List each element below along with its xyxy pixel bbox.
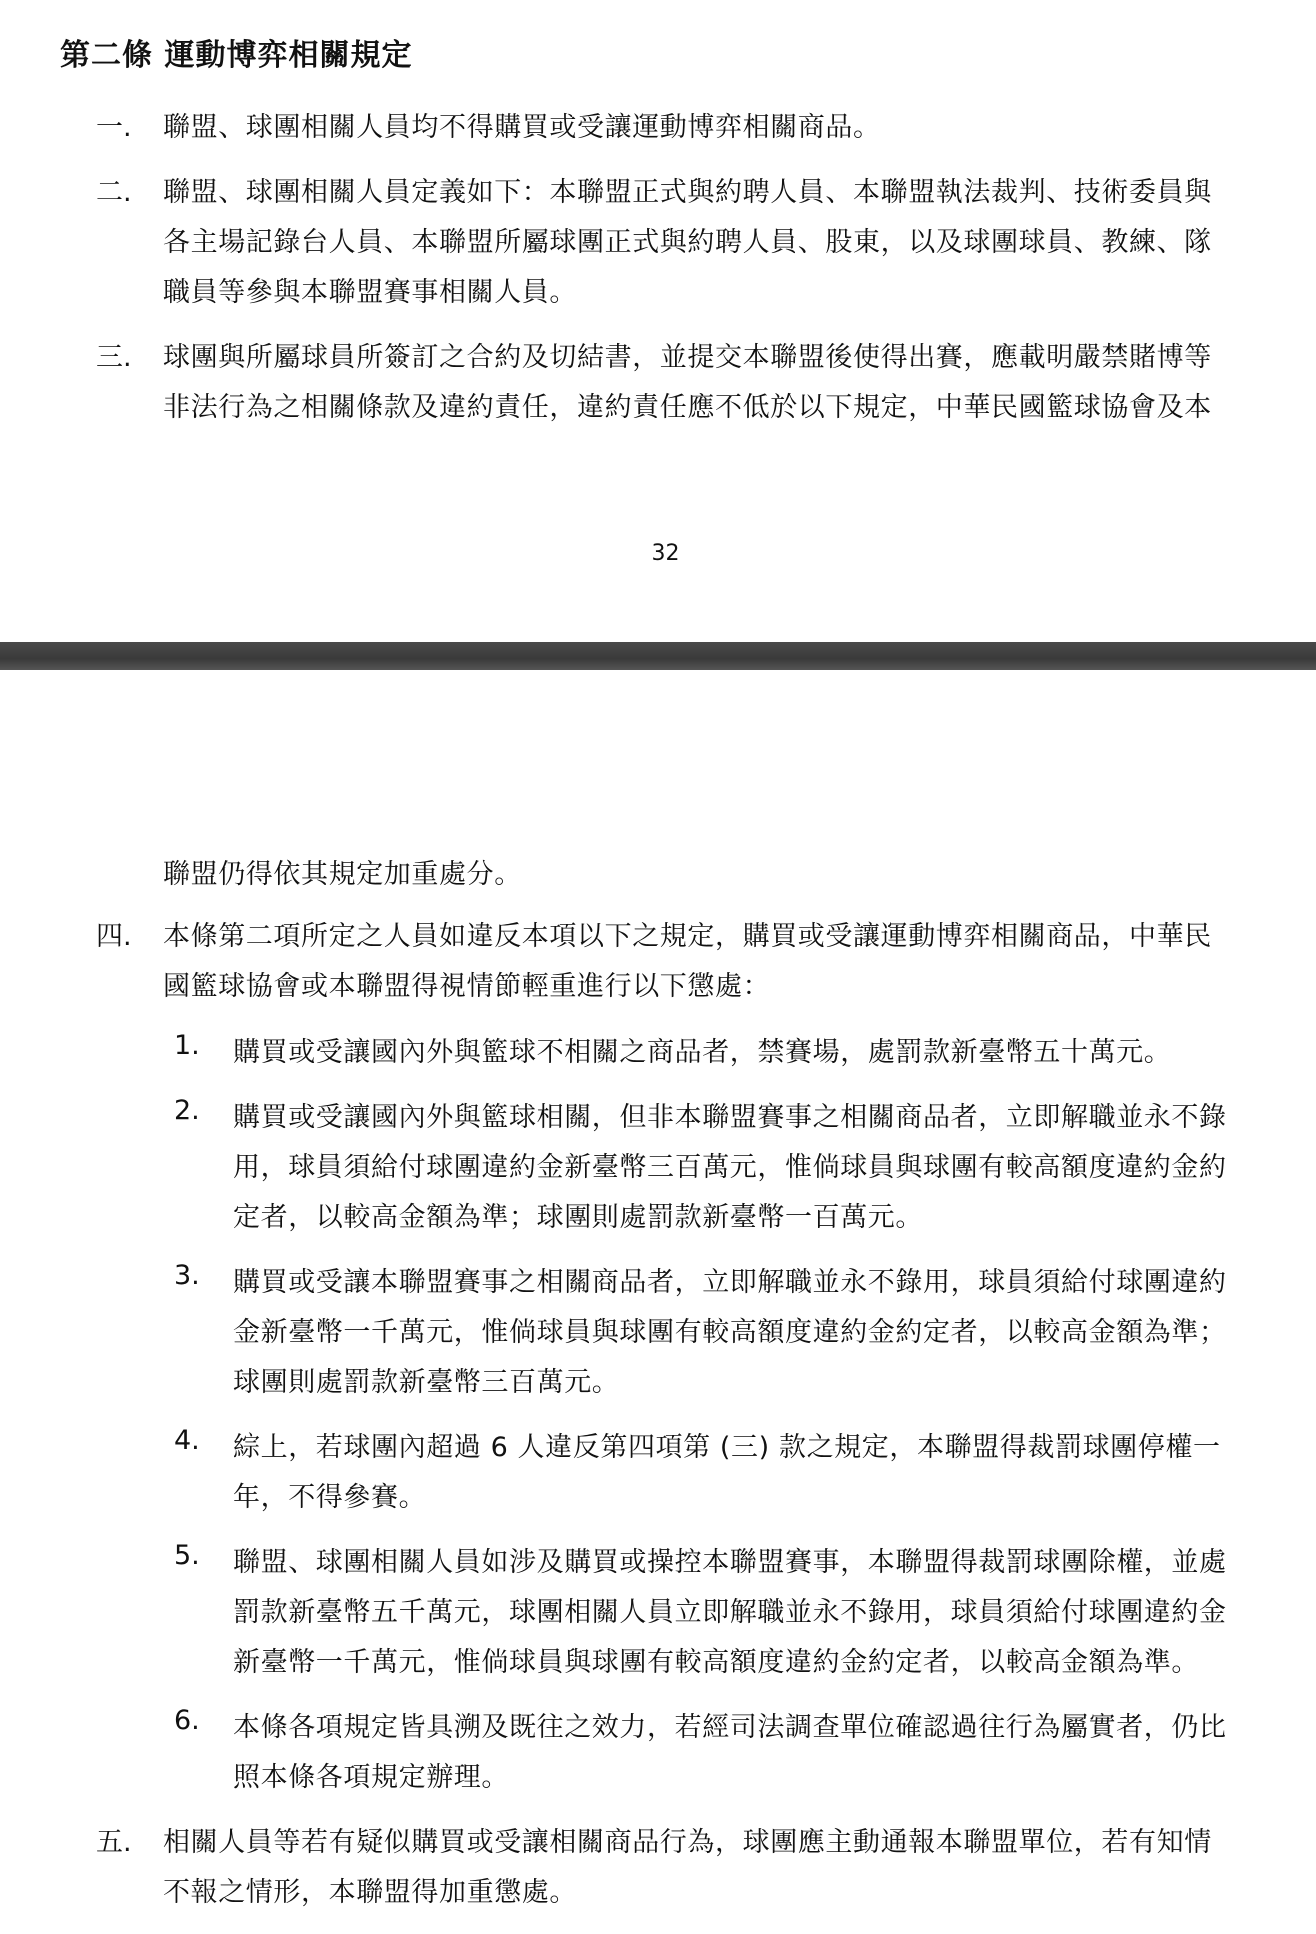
sub-item-marker: 3. bbox=[174, 1260, 200, 1291]
item-text-line: 各主場記錄台人員、本聯盟所屬球團正式與約聘人員、股東，以及球團球員、教練、隊 bbox=[163, 227, 1212, 258]
sub-item-text-line: 照本條各項規定辦理。 bbox=[233, 1762, 509, 1793]
sub-item-text-line: 購買或受讓國內外與籃球相關，但非本聯盟賽事之相關商品者，立即解職並永不錄 bbox=[233, 1102, 1227, 1133]
continuation-line: 聯盟仍得依其規定加重處分。 bbox=[163, 859, 522, 890]
sub-item-marker: 4. bbox=[174, 1425, 200, 1456]
item-text-line: 球團與所屬球員所簽訂之合約及切結書，並提交本聯盟後使得出賽，應載明嚴禁賭博等 bbox=[163, 342, 1212, 373]
item-text-line: 相關人員等若有疑似購買或受讓相關商品行為，球團應主動通報本聯盟單位，若有知情 bbox=[163, 1827, 1212, 1858]
sub-item-marker: 2. bbox=[174, 1095, 200, 1126]
sub-item-text-line: 金新臺幣一千萬元，惟倘球員與球團有較高額度違約金約定者，以較高金額為準； bbox=[233, 1317, 1227, 1348]
page-number: 32 bbox=[651, 541, 680, 566]
page-bottom bbox=[0, 670, 1316, 1934]
sub-item-text-line: 球團則處罰款新臺幣三百萬元。 bbox=[233, 1367, 620, 1398]
item-text-line: 不報之情形，本聯盟得加重懲處。 bbox=[163, 1877, 577, 1908]
item-marker: 五. bbox=[96, 1827, 132, 1858]
sub-item-text-line: 購買或受讓國內外與籃球不相關之商品者，禁賽場，處罰款新臺幣五十萬元。 bbox=[233, 1037, 1172, 1068]
item-marker: 四. bbox=[96, 921, 132, 952]
item-text-line: 本條第二項所定之人員如違反本項以下之規定，購買或受讓運動博弈相關商品，中華民 bbox=[163, 921, 1212, 952]
item-marker: 一. bbox=[96, 112, 132, 143]
sub-item-text-line: 聯盟、球團相關人員如涉及購買或操控本聯盟賽事，本聯盟得裁罰球團除權，並處 bbox=[233, 1547, 1227, 1578]
sub-item-text-line: 新臺幣一千萬元，惟倘球員與球團有較高額度違約金約定者，以較高金額為準。 bbox=[233, 1647, 1199, 1678]
item-text-line: 聯盟、球團相關人員定義如下：本聯盟正式與約聘人員、本聯盟執法裁判、技術委員與 bbox=[163, 177, 1212, 208]
sub-item-text-line: 年，不得參賽。 bbox=[233, 1482, 427, 1513]
item-marker: 三. bbox=[96, 342, 132, 373]
item-text-line: 國籃球協會或本聯盟得視情節輕重進行以下懲處： bbox=[163, 971, 771, 1002]
item-text-line: 職員等參與本聯盟賽事相關人員。 bbox=[163, 277, 577, 308]
page-top bbox=[0, 0, 1316, 642]
item-text-line: 聯盟、球團相關人員均不得購買或受讓運動博弈相關商品。 bbox=[163, 112, 881, 143]
sub-item-marker: 5. bbox=[174, 1540, 200, 1571]
sub-item-text-line: 綜上，若球團內超過 6 人違反第四項第 (三) 款之規定，本聯盟得裁罰球團停權一 bbox=[233, 1432, 1221, 1463]
sub-item-marker: 1. bbox=[174, 1030, 200, 1061]
sub-item-marker: 6. bbox=[174, 1705, 200, 1736]
item-marker: 二. bbox=[96, 177, 132, 208]
sub-item-text-line: 購買或受讓本聯盟賽事之相關商品者，立即解職並永不錄用，球員須給付球團違約 bbox=[233, 1267, 1227, 1298]
sub-item-text-line: 罰款新臺幣五千萬元，球團相關人員立即解職並永不錄用，球員須給付球團違約金 bbox=[233, 1597, 1227, 1628]
page-separator bbox=[0, 642, 1316, 670]
sub-item-text-line: 本條各項規定皆具溯及既往之效力，若經司法調查單位確認過往行為屬實者，仍比 bbox=[233, 1712, 1227, 1743]
sub-item-text-line: 定者，以較高金額為準；球團則處罰款新臺幣一百萬元。 bbox=[233, 1202, 923, 1233]
item-text-line: 非法行為之相關條款及違約責任，違約責任應不低於以下規定，中華民國籃球協會及本 bbox=[163, 392, 1212, 423]
sub-item-text-line: 用，球員須給付球團違約金新臺幣三百萬元，惟倘球員與球團有較高額度違約金約 bbox=[233, 1152, 1227, 1183]
article-title: 第二條 運動博弈相關規定 bbox=[60, 38, 413, 73]
